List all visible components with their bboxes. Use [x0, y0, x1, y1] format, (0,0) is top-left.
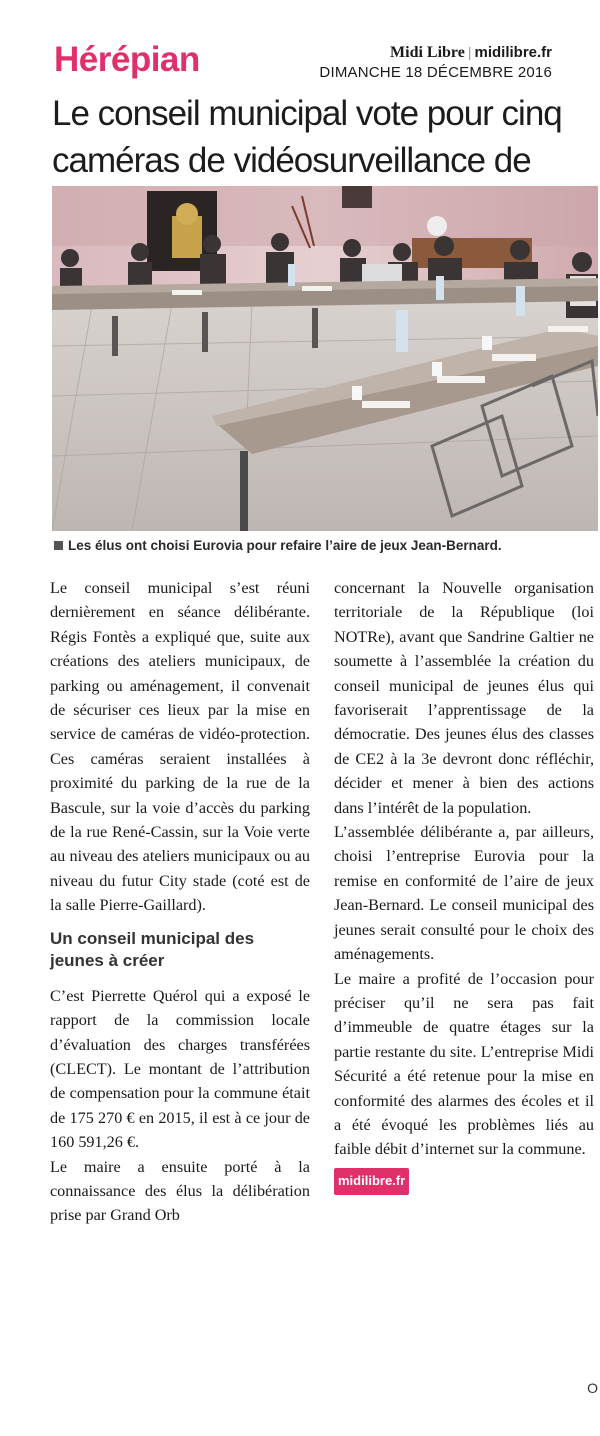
newspaper-brand: Midi Libre [390, 44, 465, 61]
caption-marker-icon [54, 541, 63, 550]
town-name: Hérépian [54, 40, 200, 79]
article-paragraph: Le conseil municipal s’est réuni dernièrement en séance délibérante. Régis Fontès a expliqué que, suite aux créations des ateliers municipaux, de parking ou aménagement, il convenait de sécuriser ces lieux par la mise en service de caméras de vidéo-protection. Ces caméras seraient installées à proximité du parking de la rue de la Bascule, sur la voie d’accès du parking de la rue René-Cassin, sur la Voie verte au niveau des ateliers municipaux ou au niveau du futur City stade (coté est de la salle Pierre-Gaillard). [50, 579, 310, 915]
article-headline: Le conseil municipal vote pour cinq caméras de vidéosurveillance de [52, 94, 562, 180]
article-paragraph: concernant la Nouvelle organisation territoriale de la République (loi NOTRe), avant que Sandrine Galtier ne soumette à l’assemblée la création du conseil municipal de jeunes élus qui favoriserait l’apprentissage de la démocratie. Des jeunes élus des classes de CE2 à la 3e devront donc réfléchir, décider et mener à bien des actions dans l’intérêt de la population. [334, 579, 594, 817]
article-column-left [50, 576, 310, 1228]
article-paragraph: L’assemblée délibérante a, par ailleurs, choisi l’entreprise Eurovia pour la remise en conformité de l’aire de jeux Jean-Bernard. Le conseil municipal des jeunes serait consulté pour le choix des aménagements. [334, 823, 594, 964]
publication-date: DIMANCHE 18 DÉCEMBRE 2016 [319, 64, 552, 81]
newspaper-site: midilibre.fr [474, 44, 552, 61]
photo-caption [54, 538, 600, 553]
photo-caption-text: Les élus ont choisi Eurovia pour refaire l’aire de jeux Jean-Bernard. [68, 538, 502, 553]
article-paragraph: Le maire a profité de l’occasion pour préciser qu’il ne sera pas fait d’immeuble de quatre étages sur la partie restante du site. L’entreprise Midi Sécurité a été retenue pour la mise en conformité des alarmes des écoles et il a été évoqué les problèmes liés au faible débit d’internet sur la commune. [334, 969, 594, 1159]
source-signature: midilibre.fr [334, 1168, 409, 1195]
article-paragraph: C’est Pierrette Quérol qui a exposé le rapport de la commission locale d’évaluation des charges transférées (CLECT). Le montant de l’attribution de compensation pour la commune était de 175 270 € en 2015, il est à ce jour de 160 591,26 €. [50, 986, 310, 1152]
article-paragraph: Le maire a ensuite porté à la connaissance des élus la délibération prise par Grand Orb [50, 1157, 310, 1225]
article-subhead: Un conseil municipal des jeunes à créer [50, 928, 255, 970]
page-mark: O [587, 1380, 598, 1396]
meeting-photo [52, 186, 598, 531]
masthead-separator: | [467, 44, 472, 60]
article-column-right [334, 576, 594, 1195]
masthead [319, 44, 552, 81]
